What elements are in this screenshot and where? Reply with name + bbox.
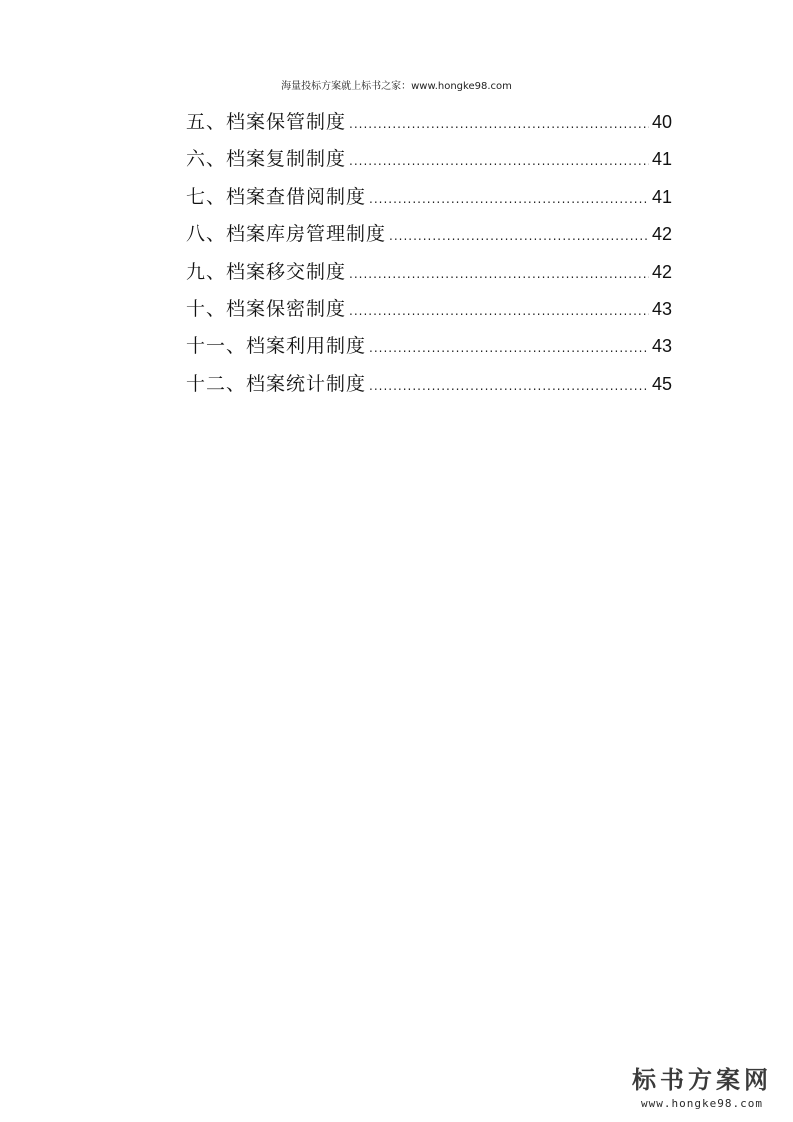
toc-page-number: 43 bbox=[651, 336, 672, 357]
toc-dot-leader bbox=[389, 218, 649, 255]
toc-entry-title: 七、档案查借阅制度 bbox=[186, 185, 367, 208]
toc-dot-leader bbox=[369, 330, 649, 367]
toc-page-number: 42 bbox=[651, 261, 672, 282]
toc-entry[interactable] bbox=[186, 366, 672, 403]
toc-entry-title: 五、档案保管制度 bbox=[186, 111, 347, 133]
page-header: 海量投标方案就上标书之家：www.hongke98.com bbox=[281, 81, 512, 92]
table-of-contents bbox=[186, 104, 672, 403]
toc-entry[interactable] bbox=[186, 291, 672, 328]
toc-entry-title: 六、档案复制制度 bbox=[186, 148, 347, 171]
toc-entry[interactable] bbox=[186, 328, 672, 365]
toc-entry[interactable] bbox=[186, 254, 672, 291]
toc-entry-title: 十一、档案利用制度 bbox=[186, 335, 367, 358]
toc-entry-title: 八、档案库房管理制度 bbox=[186, 223, 387, 246]
toc-page-number: 45 bbox=[651, 373, 672, 394]
toc-page-number: 43 bbox=[651, 298, 672, 319]
toc-dot-leader bbox=[369, 368, 649, 405]
toc-page-number: 40 bbox=[651, 112, 672, 132]
toc-entry-title: 九、档案移交制度 bbox=[186, 260, 347, 283]
watermark-title: 标书方案网 bbox=[632, 1065, 772, 1094]
toc-dot-leader bbox=[349, 256, 649, 293]
toc-dot-leader bbox=[349, 143, 649, 180]
toc-entry[interactable] bbox=[186, 179, 672, 216]
toc-entry[interactable] bbox=[186, 141, 672, 178]
toc-dot-leader bbox=[369, 181, 649, 218]
toc-page-number: 41 bbox=[651, 149, 672, 170]
site-watermark bbox=[627, 1060, 777, 1110]
toc-page-number: 42 bbox=[651, 224, 672, 245]
toc-page-number: 41 bbox=[651, 186, 672, 207]
toc-entry[interactable] bbox=[186, 104, 672, 141]
toc-entry-title: 十二、档案统计制度 bbox=[186, 372, 367, 395]
toc-dot-leader bbox=[349, 293, 649, 330]
toc-dot-leader bbox=[349, 106, 649, 143]
watermark-url: www.hongke98.com bbox=[641, 1097, 763, 1110]
toc-entry[interactable] bbox=[186, 216, 672, 253]
toc-entry-title: 十、档案保密制度 bbox=[186, 297, 347, 320]
